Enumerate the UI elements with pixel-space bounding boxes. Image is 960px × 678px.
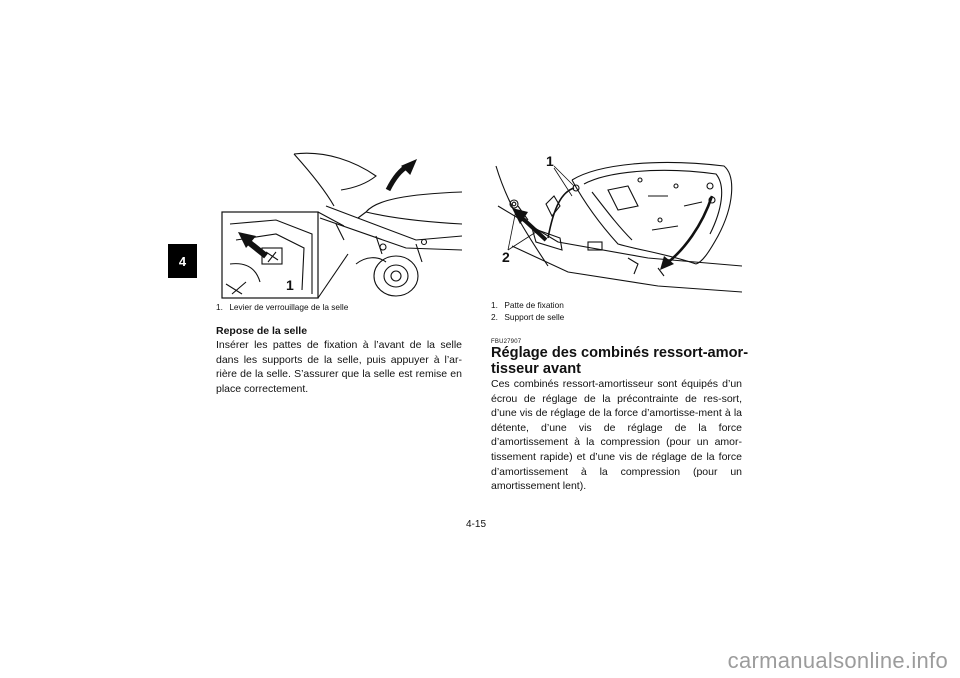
section-code: FBU27907 (491, 339, 522, 345)
caption-number: 1. (216, 302, 223, 312)
figure-caption (491, 299, 564, 311)
figure-caption (216, 301, 348, 313)
figure-seat-lock-lever (216, 144, 462, 300)
seat-lock-lever-illustration (216, 144, 462, 300)
caption-text: Support de selle (504, 312, 565, 322)
figure-caption (491, 311, 564, 323)
body-paragraph: Ces combinés ressort-amortisseur sont équipés d’un écrou de réglage de la précontrainte de res-sort, d’une vis de réglage de la force d’amortisse-ment à la détente, d’une vis de réglage de la force d’amortissement à la compression (pour un amor-tissement rapide) et d’une vis de réglage de la force d’amortissement à la compression (pour un amortissement lent). (491, 378, 742, 493)
caption-number: 2. (491, 312, 498, 322)
caption-number: 1. (491, 300, 498, 310)
page-number: 4-15 (466, 519, 487, 530)
figure-seat-installation (488, 146, 742, 296)
body-paragraph: Insérer les pattes de fixation à l’avant de la selle dans les supports de la selle, puis appuyer à l’ar-rière de la selle. S’assurer que la selle est remise en place correctement. (216, 339, 462, 395)
section-title: Réglage des combinés ressort-amor-tisseur avant (491, 345, 749, 377)
chapter-tab: 4 (168, 244, 197, 278)
figure-callout-1: 1 (286, 277, 294, 293)
caption-text: Patte de fixation (504, 300, 564, 310)
caption-text: Levier de verrouillage de la selle (229, 302, 349, 312)
section-subheading: Repose de la selle (216, 325, 308, 337)
figure-callout-2: 2 (502, 249, 510, 265)
seat-installation-illustration (488, 146, 742, 296)
figure-callout-1: 1 (546, 153, 554, 169)
watermark-text: carmanualsonline.info (727, 648, 948, 673)
